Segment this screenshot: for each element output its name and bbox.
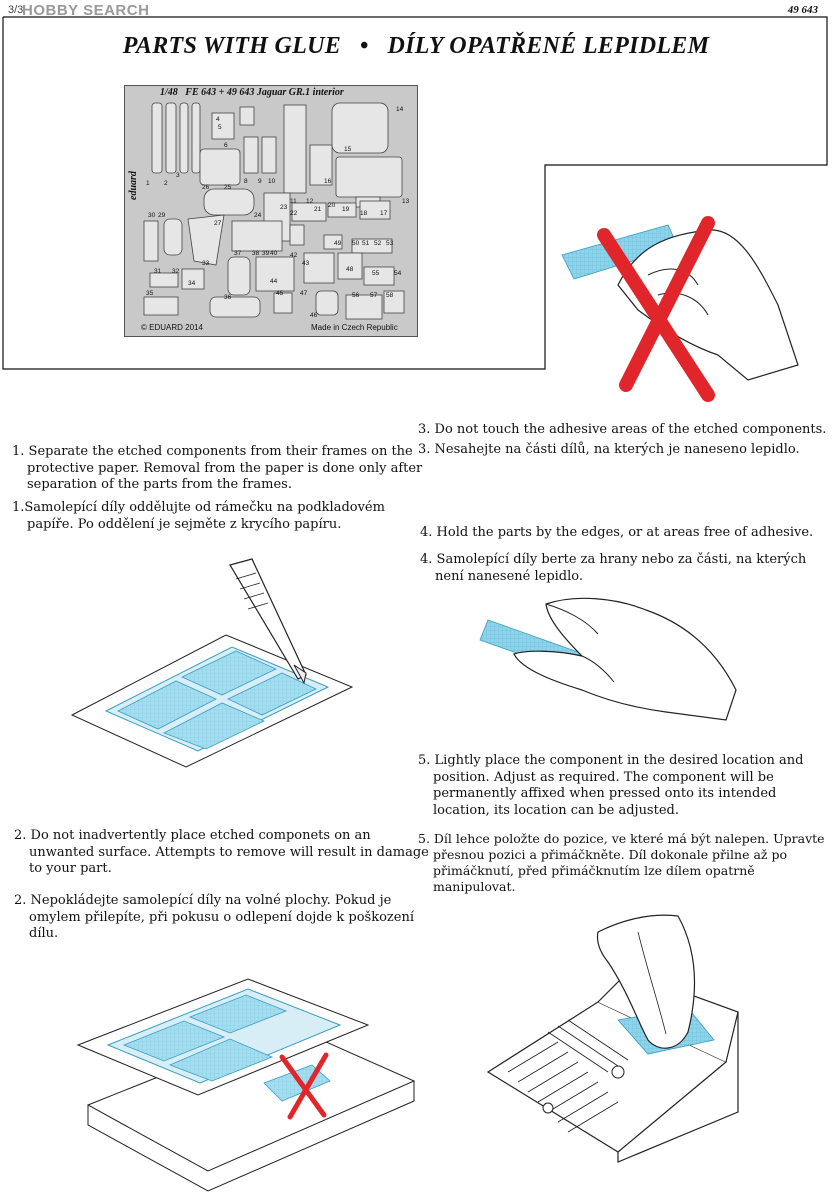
svg-text:6: 6 bbox=[224, 142, 228, 149]
illustration-press-in-place bbox=[488, 912, 818, 1162]
svg-text:51: 51 bbox=[362, 240, 370, 247]
step-5-czech: 5. Díl lehce položte do pozice, ve které má být nalepen. Upravte přesnou pozici a přimáčkněte. Díl dokonale přilne až po přimáčknutí, před přimáčknutím lze dílem opatrně manipulovat. bbox=[418, 831, 825, 894]
svg-text:24: 24 bbox=[254, 212, 262, 219]
step-4-czech: 4. Samolepící díly berte za hrany nebo za části, na kterých není nanesené lepidlo. bbox=[420, 552, 807, 584]
svg-text:42: 42 bbox=[290, 252, 298, 259]
svg-text:25: 25 bbox=[224, 184, 232, 191]
svg-text:48: 48 bbox=[346, 266, 354, 273]
svg-text:47: 47 bbox=[300, 290, 308, 297]
svg-text:1: 1 bbox=[146, 180, 150, 187]
svg-text:13: 13 bbox=[402, 198, 410, 205]
svg-text:44: 44 bbox=[270, 278, 278, 285]
step-3-english: 3. Do not touch the adhesive areas of the etched components. bbox=[418, 422, 827, 437]
svg-text:49: 49 bbox=[334, 240, 342, 247]
watermark-logo: HOBBY SEARCH bbox=[22, 2, 150, 19]
svg-text:23: 23 bbox=[280, 204, 288, 211]
svg-text:37: 37 bbox=[234, 250, 242, 257]
svg-text:50: 50 bbox=[352, 240, 360, 247]
step-2-english: 2. Do not inadvertently place etched componets on an unwanted surface. Attempts to remove will result in damage to your part. bbox=[14, 828, 429, 876]
svg-text:22: 22 bbox=[290, 210, 298, 217]
svg-text:53: 53 bbox=[386, 240, 394, 247]
svg-text:2: 2 bbox=[164, 180, 168, 187]
illustration-knife-cutting bbox=[66, 565, 356, 775]
svg-text:43: 43 bbox=[302, 260, 310, 267]
svg-text:12: 12 bbox=[306, 198, 314, 205]
illustration-wrong-surface bbox=[78, 965, 418, 1185]
svg-text:35: 35 bbox=[146, 290, 154, 297]
svg-text:31: 31 bbox=[154, 268, 162, 275]
svg-text:18: 18 bbox=[360, 210, 368, 217]
fret-title: 1/48 FE 643 + 49 643 Jaguar GR.1 interior bbox=[160, 87, 344, 98]
svg-text:58: 58 bbox=[386, 292, 394, 299]
svg-text:34: 34 bbox=[188, 280, 196, 287]
svg-text:3: 3 bbox=[176, 172, 180, 179]
svg-text:56: 56 bbox=[352, 292, 360, 299]
svg-text:16: 16 bbox=[324, 178, 332, 185]
svg-text:14: 14 bbox=[396, 106, 404, 113]
svg-text:29: 29 bbox=[158, 212, 166, 219]
svg-text:39: 39 bbox=[262, 250, 270, 257]
svg-text:27: 27 bbox=[214, 220, 222, 227]
svg-text:26: 26 bbox=[202, 184, 210, 191]
svg-text:36: 36 bbox=[224, 294, 232, 301]
svg-text:4: 4 bbox=[216, 116, 220, 123]
illustration-hold-edges bbox=[486, 590, 746, 730]
svg-text:52: 52 bbox=[374, 240, 382, 247]
svg-text:30: 30 bbox=[148, 212, 156, 219]
step-5-english: 5. Lightly place the component in the desired location and position. Adjust as required. The component will be permanently affixed when pressed onto its intended location, its location can be adjusted. bbox=[418, 753, 804, 818]
page-number: 3/3 bbox=[8, 4, 24, 16]
svg-text:21: 21 bbox=[314, 206, 322, 213]
svg-text:38: 38 bbox=[252, 250, 260, 257]
svg-text:11: 11 bbox=[290, 198, 297, 205]
svg-text:5: 5 bbox=[218, 124, 222, 131]
svg-text:33: 33 bbox=[202, 260, 210, 267]
svg-text:20: 20 bbox=[328, 202, 336, 209]
svg-text:46: 46 bbox=[310, 312, 318, 319]
step-1-english: 1. Separate the etched components from their frames on the protective paper. Removal from the paper is done only after separation of the parts from the frames. bbox=[12, 444, 423, 492]
svg-text:15: 15 bbox=[344, 146, 352, 153]
step-1-czech: 1.Samolepící díly oddělujte od rámečku na podkladovém papíře. Po oddělení je sejměte z krycího papíru. bbox=[12, 500, 385, 532]
fret-origin: Made in Czech Republic bbox=[311, 323, 398, 332]
step-2-czech: 2. Nepokládejte samolepící díly na volné plochy. Pokud je omylem přilepíte, při pokusu o odlepení dojde k poškození dílu. bbox=[14, 893, 414, 941]
fret-copyright: © EDUARD 2014 bbox=[141, 323, 203, 332]
page-title: PARTS WITH GLUE • DÍLY OPATŘENÉ LEPIDLEM bbox=[122, 33, 710, 59]
illustration-hand-touch-x bbox=[548, 205, 828, 405]
svg-text:57: 57 bbox=[370, 292, 378, 299]
svg-text:17: 17 bbox=[380, 210, 388, 217]
product-code: 49 643 bbox=[787, 4, 818, 16]
svg-text:8: 8 bbox=[244, 178, 248, 185]
svg-text:9: 9 bbox=[258, 178, 262, 185]
svg-text:45: 45 bbox=[276, 290, 284, 297]
step-4-english: 4. Hold the parts by the edges, or at areas free of adhesive. bbox=[420, 525, 814, 540]
svg-text:10: 10 bbox=[268, 178, 276, 185]
svg-text:55: 55 bbox=[372, 270, 380, 277]
fret-parts-drawing bbox=[124, 85, 418, 337]
svg-text:19: 19 bbox=[342, 206, 350, 213]
step-3-czech: 3. Nesahejte na části dílů, na kterých je naneseno lepidlo. bbox=[418, 442, 800, 457]
fret-brand: eduard bbox=[128, 171, 139, 200]
svg-text:32: 32 bbox=[172, 268, 180, 275]
svg-text:54: 54 bbox=[394, 270, 402, 277]
svg-text:40: 40 bbox=[270, 250, 278, 257]
